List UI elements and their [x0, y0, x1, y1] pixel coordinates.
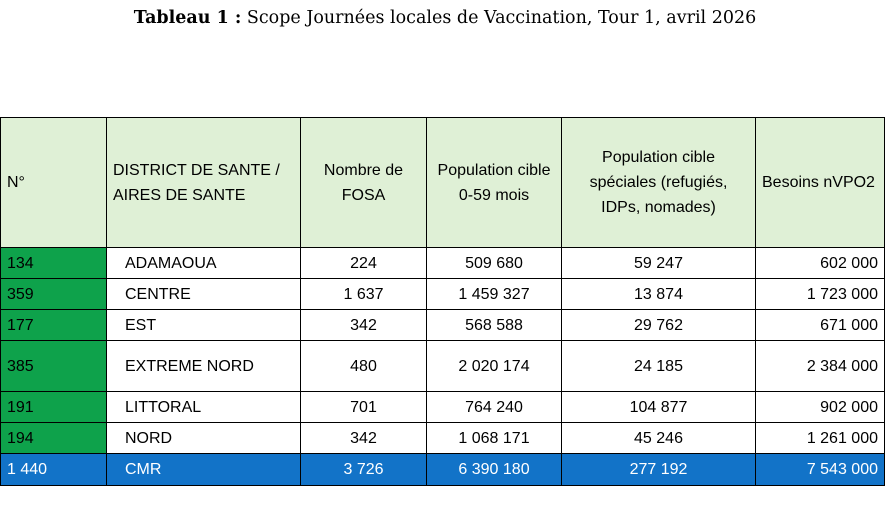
row-district: EST: [107, 310, 301, 341]
row-district: LITTORAL: [107, 392, 301, 423]
row-special-population: 104 877: [562, 392, 756, 423]
header-num: N°: [1, 118, 107, 248]
total-population: 6 390 180: [427, 454, 562, 486]
row-fosa: 1 637: [301, 279, 427, 310]
row-besoins: 902 000: [756, 392, 885, 423]
row-num: 194: [1, 423, 107, 454]
row-special-population: 24 185: [562, 341, 756, 392]
caption-text: Scope Journées locales de Vaccination, Tour 1, avril 2026: [246, 8, 757, 28]
row-fosa: 701: [301, 392, 427, 423]
row-num: 177: [1, 310, 107, 341]
row-besoins: 671 000: [756, 310, 885, 341]
row-population: 2 020 174: [427, 341, 562, 392]
row-population: 1 459 327: [427, 279, 562, 310]
row-num: 134: [1, 248, 107, 279]
table-caption: [0, 8, 890, 28]
table-row: [1, 248, 885, 279]
row-fosa: 224: [301, 248, 427, 279]
total-row: [1, 454, 885, 486]
header-besoins: Besoins nVPO2: [756, 118, 885, 248]
total-fosa: 3 726: [301, 454, 427, 486]
table-row: [1, 310, 885, 341]
header-fosa: Nombre de FOSA: [301, 118, 427, 248]
header-district: DISTRICT DE SANTE / AIRES DE SANTE: [107, 118, 301, 248]
total-besoins: 7 543 000: [756, 454, 885, 486]
row-special-population: 59 247: [562, 248, 756, 279]
table-row: [1, 279, 885, 310]
row-population: 568 588: [427, 310, 562, 341]
total-num: 1 440: [1, 454, 107, 486]
row-besoins: 1 723 000: [756, 279, 885, 310]
table-row: [1, 341, 885, 392]
row-special-population: 45 246: [562, 423, 756, 454]
row-besoins: 602 000: [756, 248, 885, 279]
caption-label: Tableau 1 :: [133, 8, 242, 28]
table-row: [1, 423, 885, 454]
row-besoins: 1 261 000: [756, 423, 885, 454]
row-fosa: 342: [301, 423, 427, 454]
row-district: ADAMAOUA: [107, 248, 301, 279]
total-special-population: 277 192: [562, 454, 756, 486]
header-population: Population cible 0-59 mois: [427, 118, 562, 248]
header-row: [1, 118, 885, 248]
row-num: 359: [1, 279, 107, 310]
row-num: 191: [1, 392, 107, 423]
row-special-population: 13 874: [562, 279, 756, 310]
row-population: 1 068 171: [427, 423, 562, 454]
row-num: 385: [1, 341, 107, 392]
row-besoins: 2 384 000: [756, 341, 885, 392]
total-district: CMR: [107, 454, 301, 486]
row-fosa: 342: [301, 310, 427, 341]
row-district: EXTREME NORD: [107, 341, 301, 392]
vaccination-scope-table: [0, 117, 885, 486]
table-row: [1, 392, 885, 423]
header-special-population: Population cible spéciales (refugiés, IDPs, nomades): [562, 118, 756, 248]
row-district: NORD: [107, 423, 301, 454]
row-population: 764 240: [427, 392, 562, 423]
row-population: 509 680: [427, 248, 562, 279]
row-district: CENTRE: [107, 279, 301, 310]
row-special-population: 29 762: [562, 310, 756, 341]
row-fosa: 480: [301, 341, 427, 392]
